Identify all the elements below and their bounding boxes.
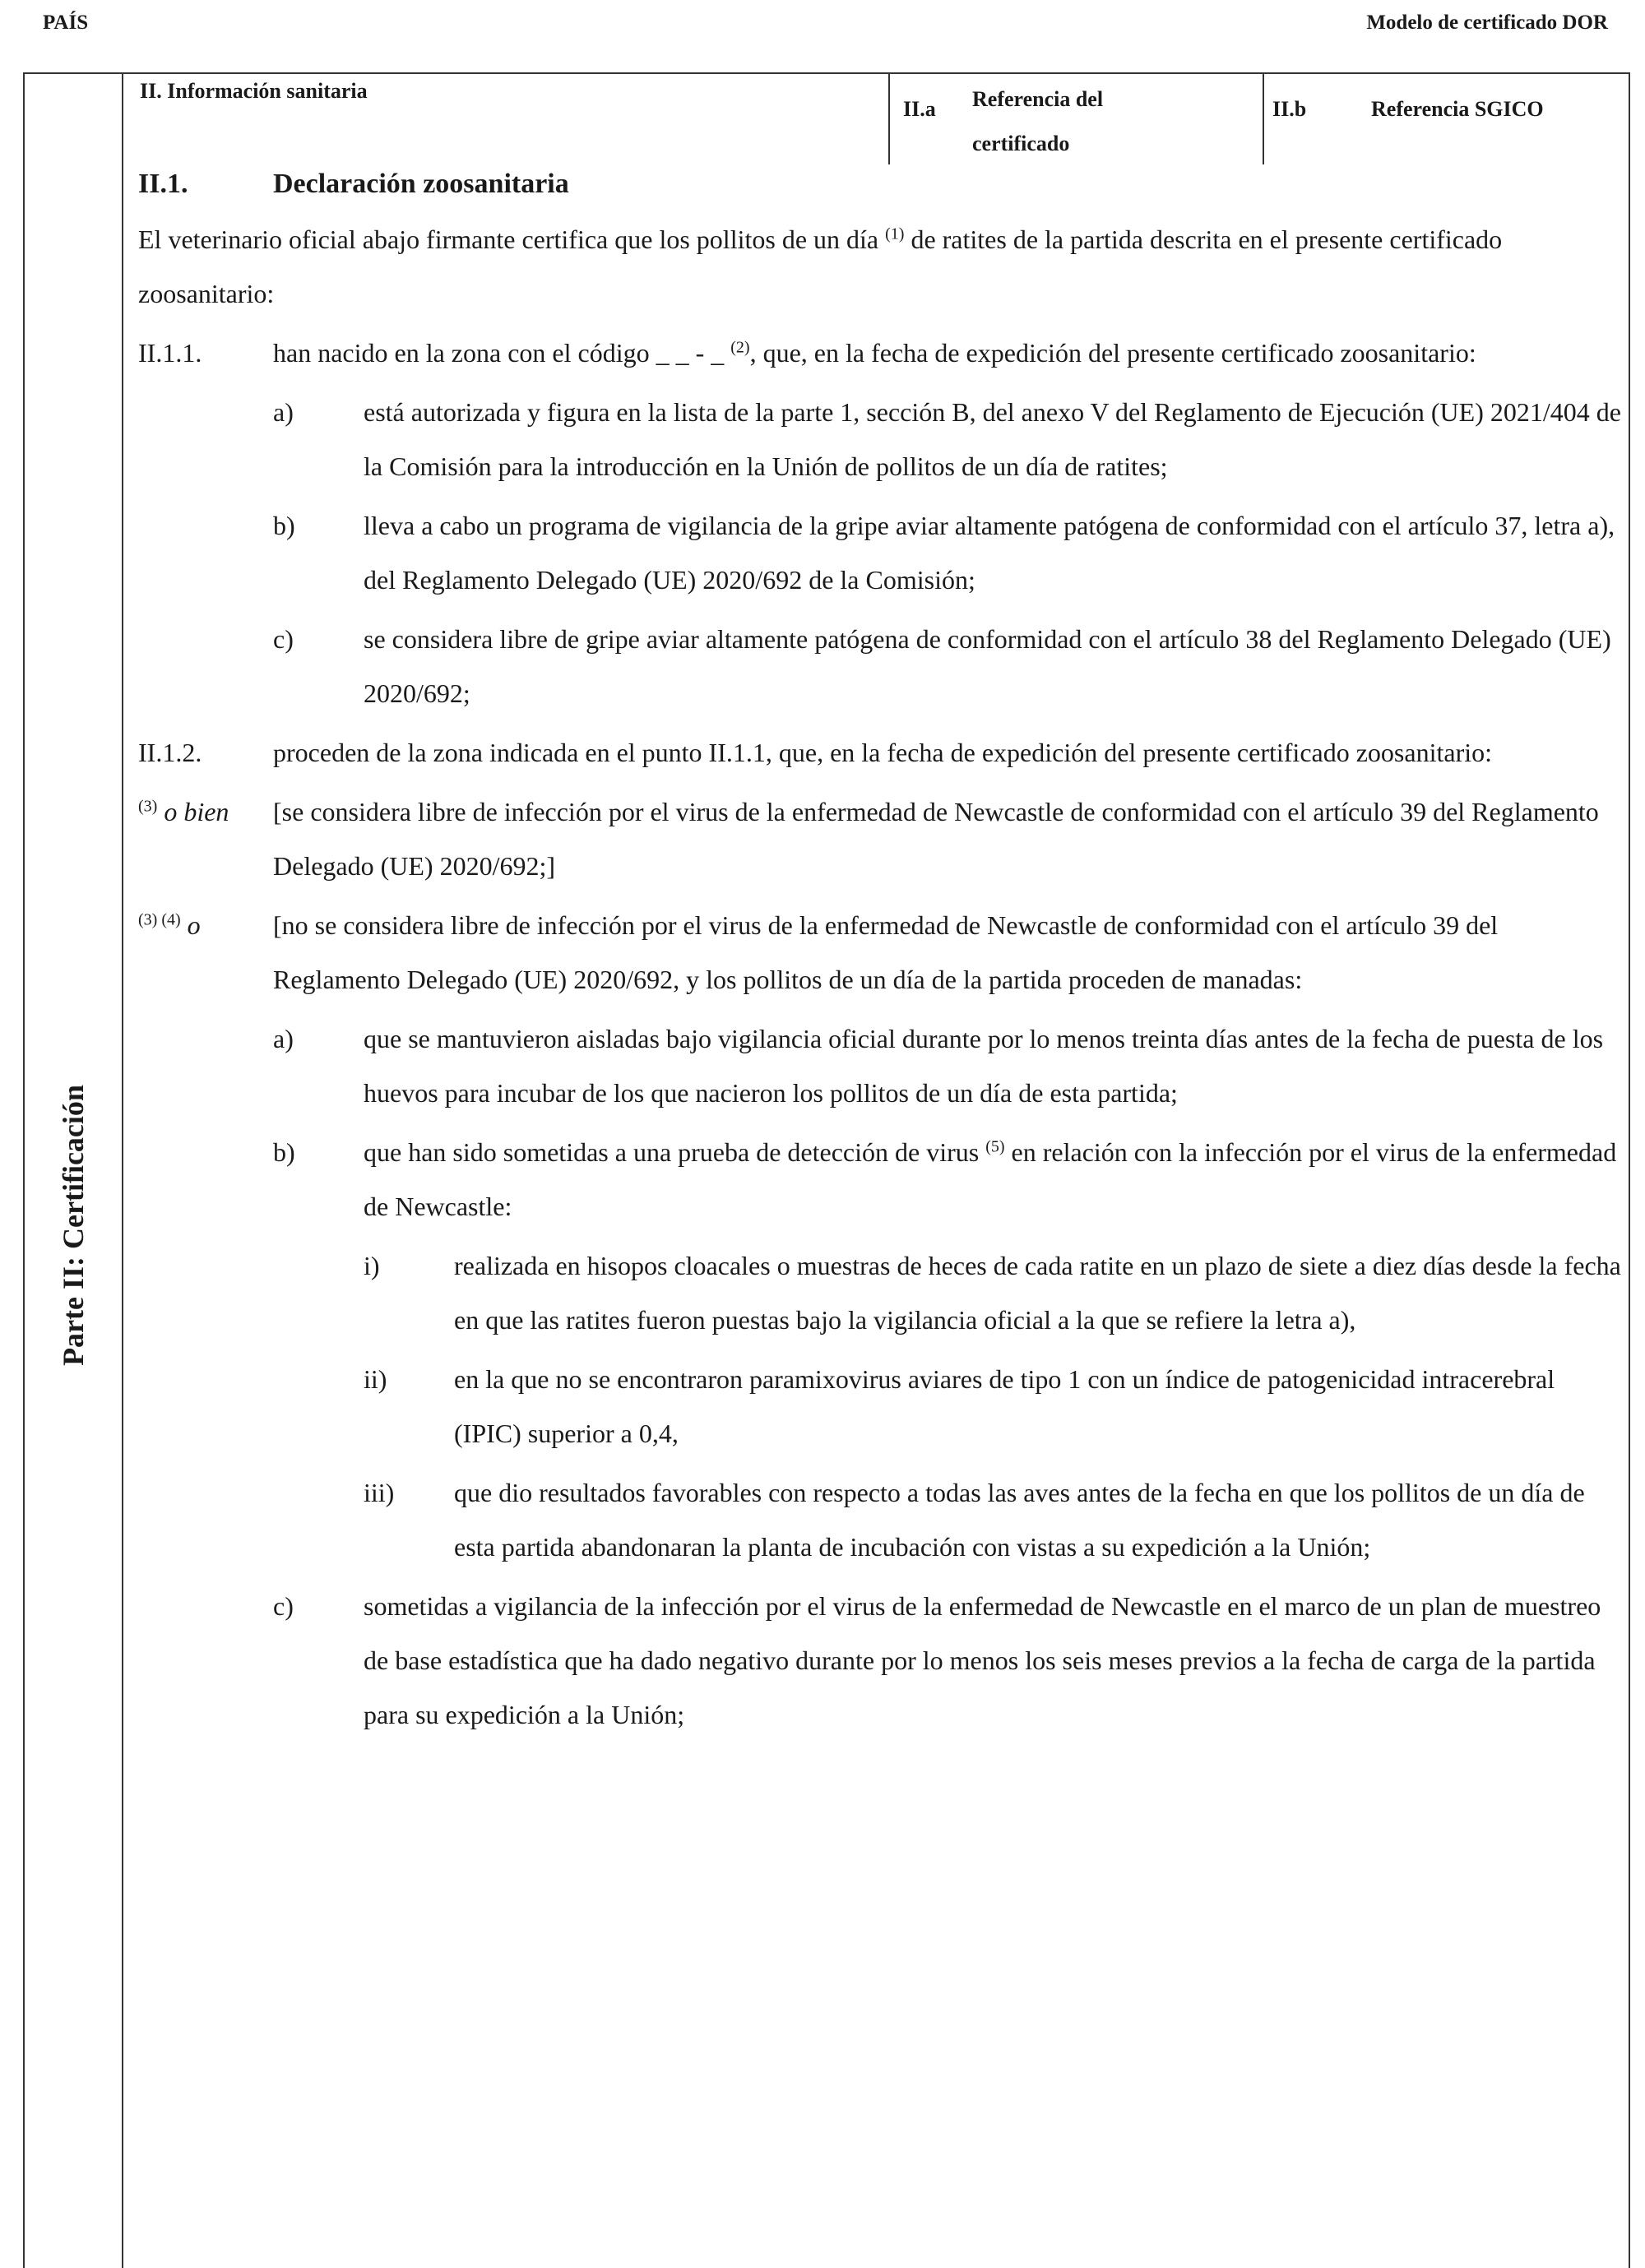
item-text: en relación con la infección por el virus de la enfermedad de Newcastle:: [364, 1137, 1617, 1221]
subitem-label: i): [364, 1251, 380, 1280]
option-text: [se considera libre de infección por el virus de la enfermedad de Newcastle de conformidad con el artículo 39 del Reglamento Delegado (UE) 2020/692;]: [273, 797, 1599, 881]
intro-text: de ratites de la partida descrita en el presente certificado zoosanitario:: [138, 224, 1503, 308]
sidebar-column: [25, 74, 123, 2268]
item-text: lleva a cabo un programa de vigilancia de la gripe aviar altamente patógena de conformidad con el artículo 37, letra a), del Reglamento Delegado (UE) 2020/692 de la Comisión;: [364, 511, 1615, 595]
sgico-reference-label: Referencia SGICO: [1371, 97, 1544, 121]
clause-subitem: [138, 1465, 1627, 1574]
iia-code: II.a: [903, 97, 936, 121]
footnote-ref: (5): [985, 1137, 1005, 1156]
item-label: b): [273, 511, 295, 540]
iib-code: II.b: [1272, 97, 1307, 121]
header-divider: [1263, 74, 1264, 164]
certificate-reference-label: Referencia del certificado: [972, 87, 1104, 155]
footnote-ref: (1): [885, 224, 905, 243]
footnote-ref: (3) (4): [138, 910, 181, 929]
clause-item: [138, 612, 1627, 720]
clause-item: [138, 1125, 1627, 1234]
health-info-heading: II. Información sanitaria: [140, 79, 368, 103]
footnote-ref: (2): [730, 338, 750, 357]
subitem-label: ii): [364, 1364, 387, 1394]
certificate-content: [138, 160, 1627, 1742]
country-label: PAÍS: [43, 12, 89, 34]
clause-label: II.1.1.: [138, 338, 202, 368]
part-label: Parte II: Certificación: [57, 1085, 90, 1366]
clause-ii-1-2: [138, 725, 1627, 780]
clause-subitem: [138, 1238, 1627, 1347]
option-either: [138, 785, 1627, 893]
clause-item: [138, 498, 1627, 607]
option-text: [no se considera libre de infección por el virus de la enfermedad de Newcastle de conformidad con el artículo 39 del Reglamento Delegado (UE) 2020/692, y los pollitos de un día de la partida proceden de manadas:: [273, 910, 1499, 994]
intro-paragraph: [138, 212, 1627, 321]
clause-item: [138, 385, 1627, 493]
certificate-model-label: Modelo de certificado DOR: [1366, 12, 1608, 34]
item-label: c): [273, 624, 294, 654]
intro-text: El veterinario oficial abajo firmante certifica que los pollitos de un día: [138, 224, 879, 254]
item-label: a): [273, 397, 294, 427]
clause-item: [138, 1579, 1627, 1742]
option-word: o: [180, 910, 201, 940]
option-label: [138, 898, 201, 952]
subitem-text: en la que no se encontraron paramixovirus aviares de tipo 1 con un índice de patogenicidad intracerebral (IPIC) superior a 0,4,: [454, 1364, 1555, 1448]
clause-item: [138, 1011, 1627, 1120]
header-divider: [888, 74, 890, 164]
table-header-row: [123, 74, 1629, 164]
subitem-text: que dio resultados favorables con respecto a todas las aves antes de la fecha en que los pollitos de un día de esta partida abandonaran la planta de incubación con vistas a su expedición a la Unión;: [454, 1478, 1585, 1562]
item-text: sometidas a vigilancia de la infección por el virus de la enfermedad de Newcastle en el marco de un plan de muestreo de base estadística que ha dado negativo durante por lo menos los seis meses previos a la fecha de carga de la partida para su expedición a la Unión;: [364, 1591, 1601, 1729]
item-text: que han sido sometidas a una prueba de detección de virus: [364, 1137, 980, 1167]
option-or: [138, 898, 1627, 1007]
item-text: está autorizada y figura en la lista de la parte 1, sección B, del anexo V del Reglamento de Ejecución (UE) 2021/404 de la Comisión para la introducción en la Unión de pollitos de un día de ratites;: [364, 397, 1621, 481]
section-heading: Declaración zoosanitaria: [273, 169, 569, 199]
footnote-ref: (3): [138, 797, 158, 816]
clause-text: , que, en la fecha de expedición del presente certificado zoosanitario:: [749, 338, 1476, 368]
clause-ii-1-1: [138, 326, 1627, 380]
section-title: [138, 160, 1627, 209]
section-number: II.1.: [138, 169, 188, 199]
item-label: b): [273, 1137, 295, 1167]
option-word: o bien: [157, 797, 229, 826]
certificate-frame: [23, 72, 1630, 2268]
clause-text: han nacido en la zona con el código _ _ - _: [273, 338, 725, 368]
clause-text: proceden de la zona indicada en el punto II.1.1, que, en la fecha de expedición del presente certificado zoosanitario:: [273, 738, 1492, 767]
item-text: que se mantuvieron aisladas bajo vigilancia oficial durante por lo menos treinta días antes de la fecha de puesta de los huevos para incubar de los que nacieron los pollitos de un día de esta partida;: [364, 1024, 1604, 1108]
subitem-text: realizada en hisopos cloacales o muestras de heces de cada ratite en un plazo de siete a diez días desde la fecha en que las ratites fueron puestas bajo la vigilancia oficial a la que se refiere la letra a),: [454, 1251, 1621, 1335]
clause-label: II.1.2.: [138, 738, 202, 767]
item-label: c): [273, 1591, 294, 1621]
item-text: se considera libre de gripe aviar altamente patógena de conformidad con el artículo 38 del Reglamento Delegado (UE) 2020/692;: [364, 624, 1611, 708]
option-label: [138, 785, 229, 839]
subitem-label: iii): [364, 1478, 395, 1507]
clause-subitem: [138, 1352, 1627, 1460]
item-label: a): [273, 1024, 294, 1053]
